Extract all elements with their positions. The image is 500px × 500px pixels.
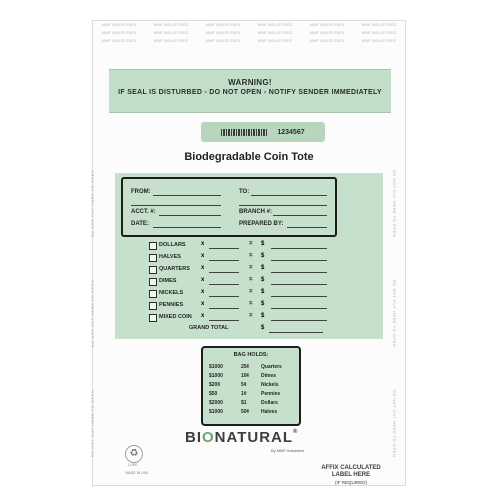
side-cut-warning-right: DO NOT CUT HERE TO OPEN (392, 169, 398, 238)
denomination-row (149, 265, 359, 275)
brand-subtitle: By MMF Industries (271, 448, 305, 453)
times-symbol: x (201, 277, 205, 283)
branch-field[interactable] (273, 215, 327, 216)
denomination-label: QUARTERS (159, 266, 190, 272)
barcode (221, 129, 267, 136)
acct-field[interactable] (159, 215, 221, 216)
denomination-row (149, 241, 359, 251)
side-cut-warning-left: DO NOT CUT HERE TO OPEN (90, 169, 96, 238)
tamper-seal-strip (93, 21, 405, 51)
holds-amount: $1000 (209, 409, 223, 415)
prepared-by-label: PREPARED BY: (239, 221, 284, 227)
times-symbol: x (201, 289, 205, 295)
holds-amount: $1000 (209, 364, 223, 370)
seal-strip-text: MMF INDUSTRIES (153, 38, 189, 43)
side-cut-warning-right: DO NOT CUT HERE TO OPEN (392, 389, 398, 458)
holds-amount: $1000 (209, 373, 223, 379)
from-label: FROM: (131, 189, 151, 195)
to-field-line2[interactable] (239, 205, 327, 206)
date-label: DATE: (131, 221, 149, 227)
branch-label: BRANCH #: (239, 209, 272, 215)
from-field[interactable] (153, 195, 221, 196)
seal-strip-text: MMF INDUSTRIES (309, 30, 345, 35)
holds-name: Dollars (261, 400, 278, 406)
quantity-field[interactable] (209, 320, 239, 321)
quantity-field[interactable] (209, 296, 239, 297)
serial-label (201, 122, 325, 142)
brand-text-post: NATURAL (214, 429, 294, 446)
seal-strip-text: MMF INDUSTRIES (205, 22, 241, 27)
quantity-field[interactable] (209, 308, 239, 309)
seal-strip-text: MMF INDUSTRIES (361, 22, 397, 27)
dollar-symbol: $ (261, 313, 265, 319)
denomination-checkbox[interactable] (149, 266, 157, 274)
side-cut-warning-left: DO NOT CUT HERE TO OPEN (90, 389, 96, 458)
denomination-row (149, 313, 359, 323)
coin-tote-bag (92, 20, 406, 486)
brand-text-o: O (202, 429, 215, 446)
denomination-label: DOLLARS (159, 242, 186, 248)
seal-strip-text: MMF INDUSTRIES (361, 30, 397, 35)
dollar-symbol: $ (261, 253, 265, 259)
equals-symbol: = (249, 313, 253, 319)
denomination-checkbox[interactable] (149, 302, 157, 310)
amount-field[interactable] (271, 284, 327, 285)
equals-symbol: = (249, 289, 253, 295)
dollar-symbol: $ (261, 265, 265, 271)
seal-strip-text: MMF INDUSTRIES (309, 22, 345, 27)
denomination-row (149, 301, 359, 311)
recycle-label: LDPE (128, 463, 138, 467)
seal-strip-text: MMF INDUSTRIES (257, 30, 293, 35)
warning-text: IF SEAL IS DISTURBED - DO NOT OPEN - NOTIFY SENDER IMMEDIATELY (118, 89, 382, 96)
seal-strip-text: MMF INDUSTRIES (101, 22, 137, 27)
holds-name: Halves (261, 409, 278, 415)
brand-logo (185, 429, 298, 446)
affix-line3: (IF REQUIRED) (335, 480, 367, 485)
side-cut-warning-right: DO NOT CUT HERE TO OPEN (392, 279, 398, 348)
holds-coin: 25¢ (241, 364, 250, 370)
denomination-checkbox[interactable] (149, 242, 157, 250)
address-box (121, 177, 337, 237)
denomination-checkbox[interactable] (149, 254, 157, 262)
warning-title: WARNING! (228, 78, 272, 87)
serial-number: 1234567 (277, 128, 305, 136)
affix-line2: LABEL HERE (331, 472, 371, 478)
trademark-symbol: ® (293, 429, 299, 435)
times-symbol: x (201, 313, 205, 319)
amount-field[interactable] (271, 260, 327, 261)
acct-label: ACCT. #: (131, 209, 156, 215)
bag-title: Biodegradable Coin Tote (184, 151, 314, 163)
holds-name: Quarters (261, 364, 282, 370)
seal-strip-text: MMF INDUSTRIES (153, 22, 189, 27)
holds-coin: 10¢ (241, 373, 250, 379)
equals-symbol: = (249, 301, 253, 307)
seal-strip-text: MMF INDUSTRIES (361, 38, 397, 43)
equals-symbol: = (249, 241, 253, 247)
holds-amount: $2000 (209, 400, 223, 406)
denomination-label: HALVES (159, 254, 181, 260)
holds-name: Nickels (261, 382, 279, 388)
amount-field[interactable] (271, 248, 327, 249)
denomination-row (149, 253, 359, 263)
seal-strip-text: MMF INDUSTRIES (101, 30, 137, 35)
holds-name: Dimes (261, 373, 277, 379)
grand-total-label: GRAND TOTAL (189, 325, 229, 331)
affix-line1: AFFIX CALCULATED (321, 465, 381, 471)
holds-coin: $1 (241, 400, 247, 406)
quantity-field[interactable] (209, 272, 239, 273)
made-in-text: MADE IN USA (125, 471, 149, 475)
holds-amount: $200 (209, 382, 221, 388)
to-field[interactable] (251, 195, 327, 196)
holds-coin: 5¢ (241, 382, 247, 388)
prepared-by-field[interactable] (287, 227, 327, 228)
denomination-label: MIXED COIN (159, 314, 192, 320)
to-label: TO: (239, 189, 250, 195)
holds-coin: 50¢ (241, 409, 250, 415)
times-symbol: x (201, 265, 205, 271)
amount-field[interactable] (271, 320, 327, 321)
denomination-row (149, 289, 359, 299)
times-symbol: x (201, 241, 205, 247)
denomination-checkbox[interactable] (149, 278, 157, 286)
dollar-symbol: $ (261, 289, 265, 295)
denomination-checkbox[interactable] (149, 314, 157, 322)
amount-field[interactable] (271, 308, 327, 309)
denomination-label: NICKELS (159, 290, 184, 296)
recycle-icon: ♻ (125, 445, 143, 463)
seal-strip-text: MMF INDUSTRIES (257, 38, 293, 43)
brand-text-pre: BI (185, 429, 202, 446)
seal-strip-text: MMF INDUSTRIES (101, 38, 137, 43)
date-field[interactable] (153, 227, 221, 228)
quantity-field[interactable] (209, 248, 239, 249)
quantity-field[interactable] (209, 260, 239, 261)
seal-strip-text: MMF INDUSTRIES (205, 30, 241, 35)
dollar-symbol: $ (261, 241, 265, 247)
amount-field[interactable] (271, 296, 327, 297)
seal-strip-text: MMF INDUSTRIES (205, 38, 241, 43)
equals-symbol: = (249, 265, 253, 271)
times-symbol: x (201, 253, 205, 259)
bag-holds-title: BAG HOLDS: (233, 352, 269, 358)
bag-holds-box (201, 346, 301, 426)
equals-symbol: = (249, 253, 253, 259)
warning-banner (109, 69, 391, 113)
amount-field[interactable] (271, 272, 327, 273)
dollar-symbol: $ (261, 301, 265, 307)
dollar-symbol: $ (261, 277, 265, 283)
holds-name: Pennies (261, 391, 281, 397)
times-symbol: x (201, 301, 205, 307)
grand-total-field[interactable] (269, 332, 323, 333)
holds-amount: $50 (209, 391, 218, 397)
dollar-symbol: $ (261, 325, 265, 331)
seal-strip-text: MMF INDUSTRIES (257, 22, 293, 27)
equals-symbol: = (249, 277, 253, 283)
seal-strip-text: MMF INDUSTRIES (309, 38, 345, 43)
affix-label-area (311, 465, 391, 486)
denomination-row (149, 277, 359, 287)
from-field-line2[interactable] (131, 205, 221, 206)
seal-strip-text: MMF INDUSTRIES (153, 30, 189, 35)
holds-coin: 1¢ (241, 391, 247, 397)
denomination-label: DIMES (159, 278, 177, 284)
side-cut-warning-left: DO NOT CUT HERE TO OPEN (90, 279, 96, 348)
denomination-label: PENNIES (159, 302, 184, 308)
denomination-checkbox[interactable] (149, 290, 157, 298)
quantity-field[interactable] (209, 284, 239, 285)
